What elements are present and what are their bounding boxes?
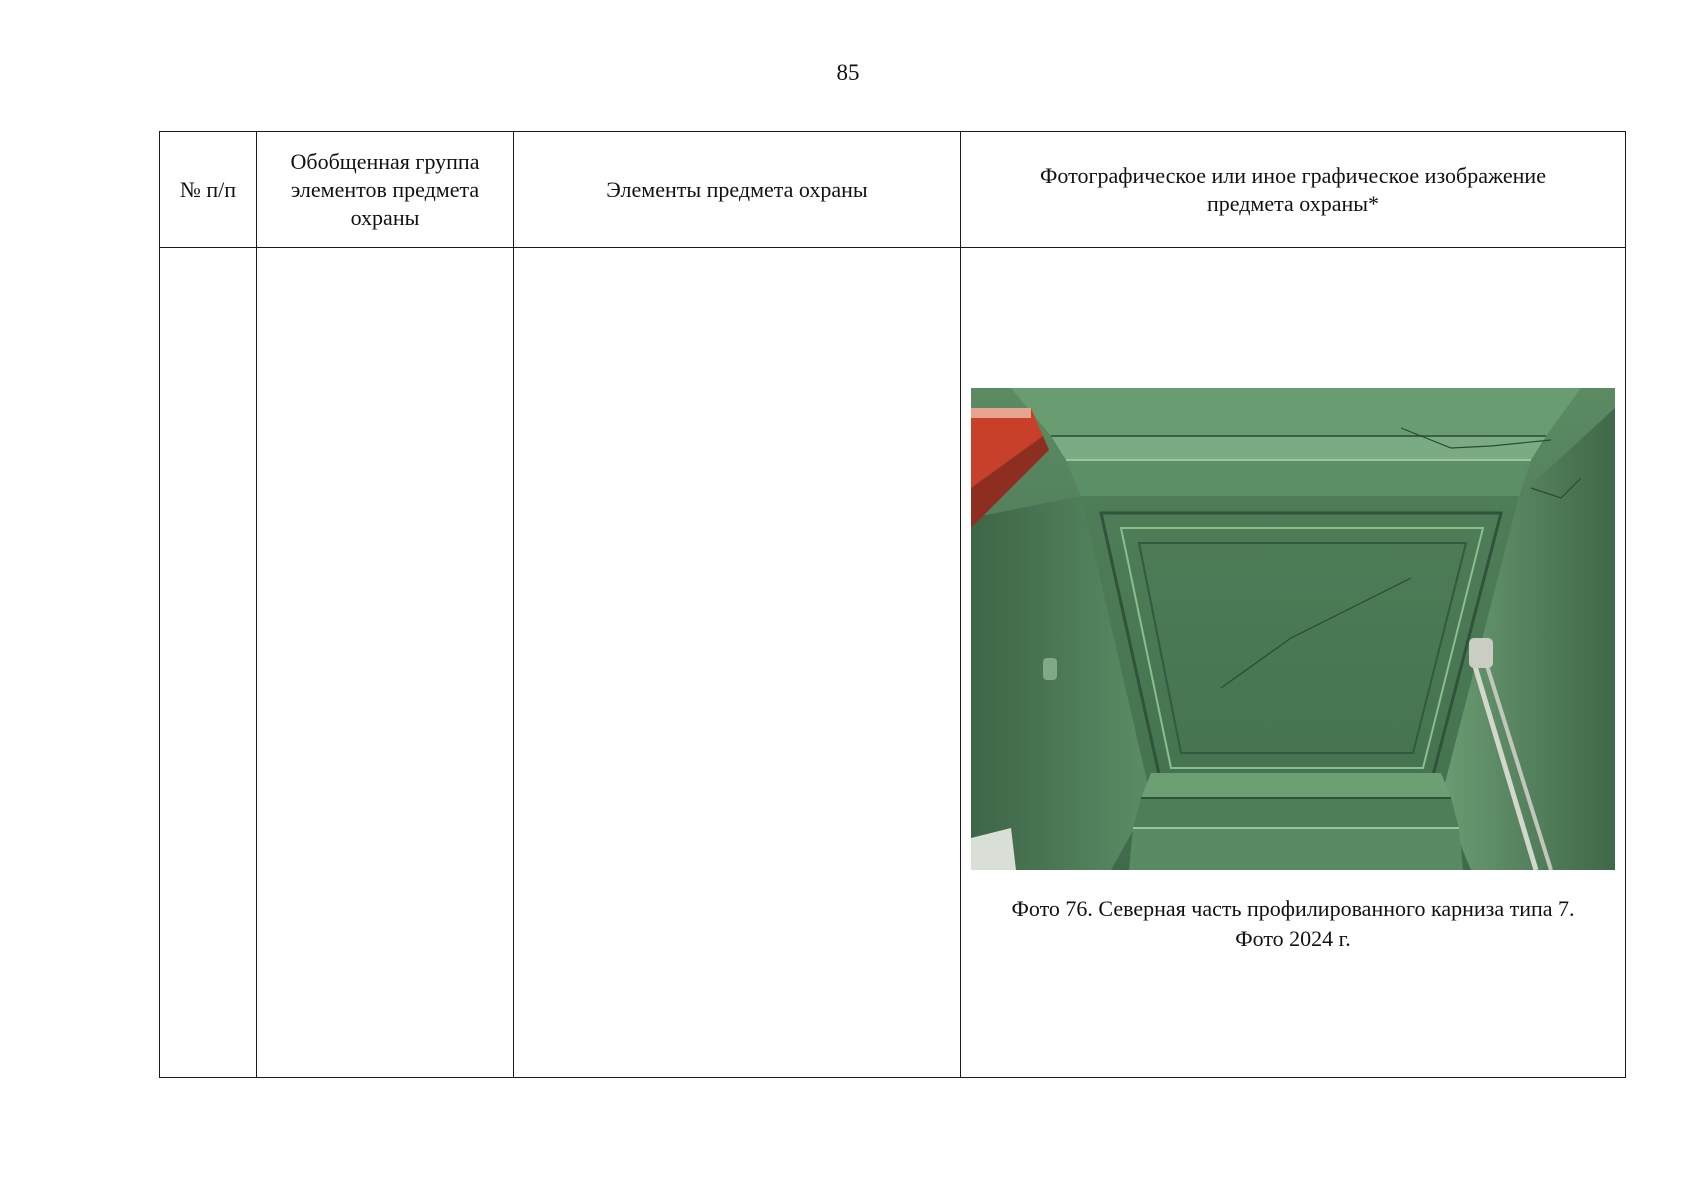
cell-elements [514, 248, 961, 1078]
header-num-label: № п/п [179, 176, 237, 202]
cell-group [257, 248, 514, 1078]
table-row [160, 248, 1626, 1078]
header-elements-label: Элементы предмета охраны [606, 176, 868, 202]
cell-num [160, 248, 257, 1078]
photo-caption-line1: Фото 76. Северная часть профилированного карниза типа 7. [1011, 896, 1575, 921]
header-elements [514, 132, 961, 248]
header-photo [961, 132, 1626, 248]
cornice-photo-image [971, 388, 1615, 870]
page-number: 85 [836, 60, 860, 85]
cell-photo [961, 248, 1626, 1078]
header-num [160, 132, 257, 248]
protection-items-table [159, 131, 1626, 1078]
table-header-row [160, 132, 1626, 248]
header-photo-label: Фотографическое или иное графическое изображение предмета охраны* [1040, 162, 1546, 216]
cornice-photo [971, 388, 1615, 870]
photo-caption-line2: Фото 2024 г. [1235, 926, 1351, 951]
header-group [257, 132, 514, 248]
header-group-label: Обобщенная группа элементов предмета охраны [290, 148, 480, 230]
photo-caption [961, 894, 1625, 954]
